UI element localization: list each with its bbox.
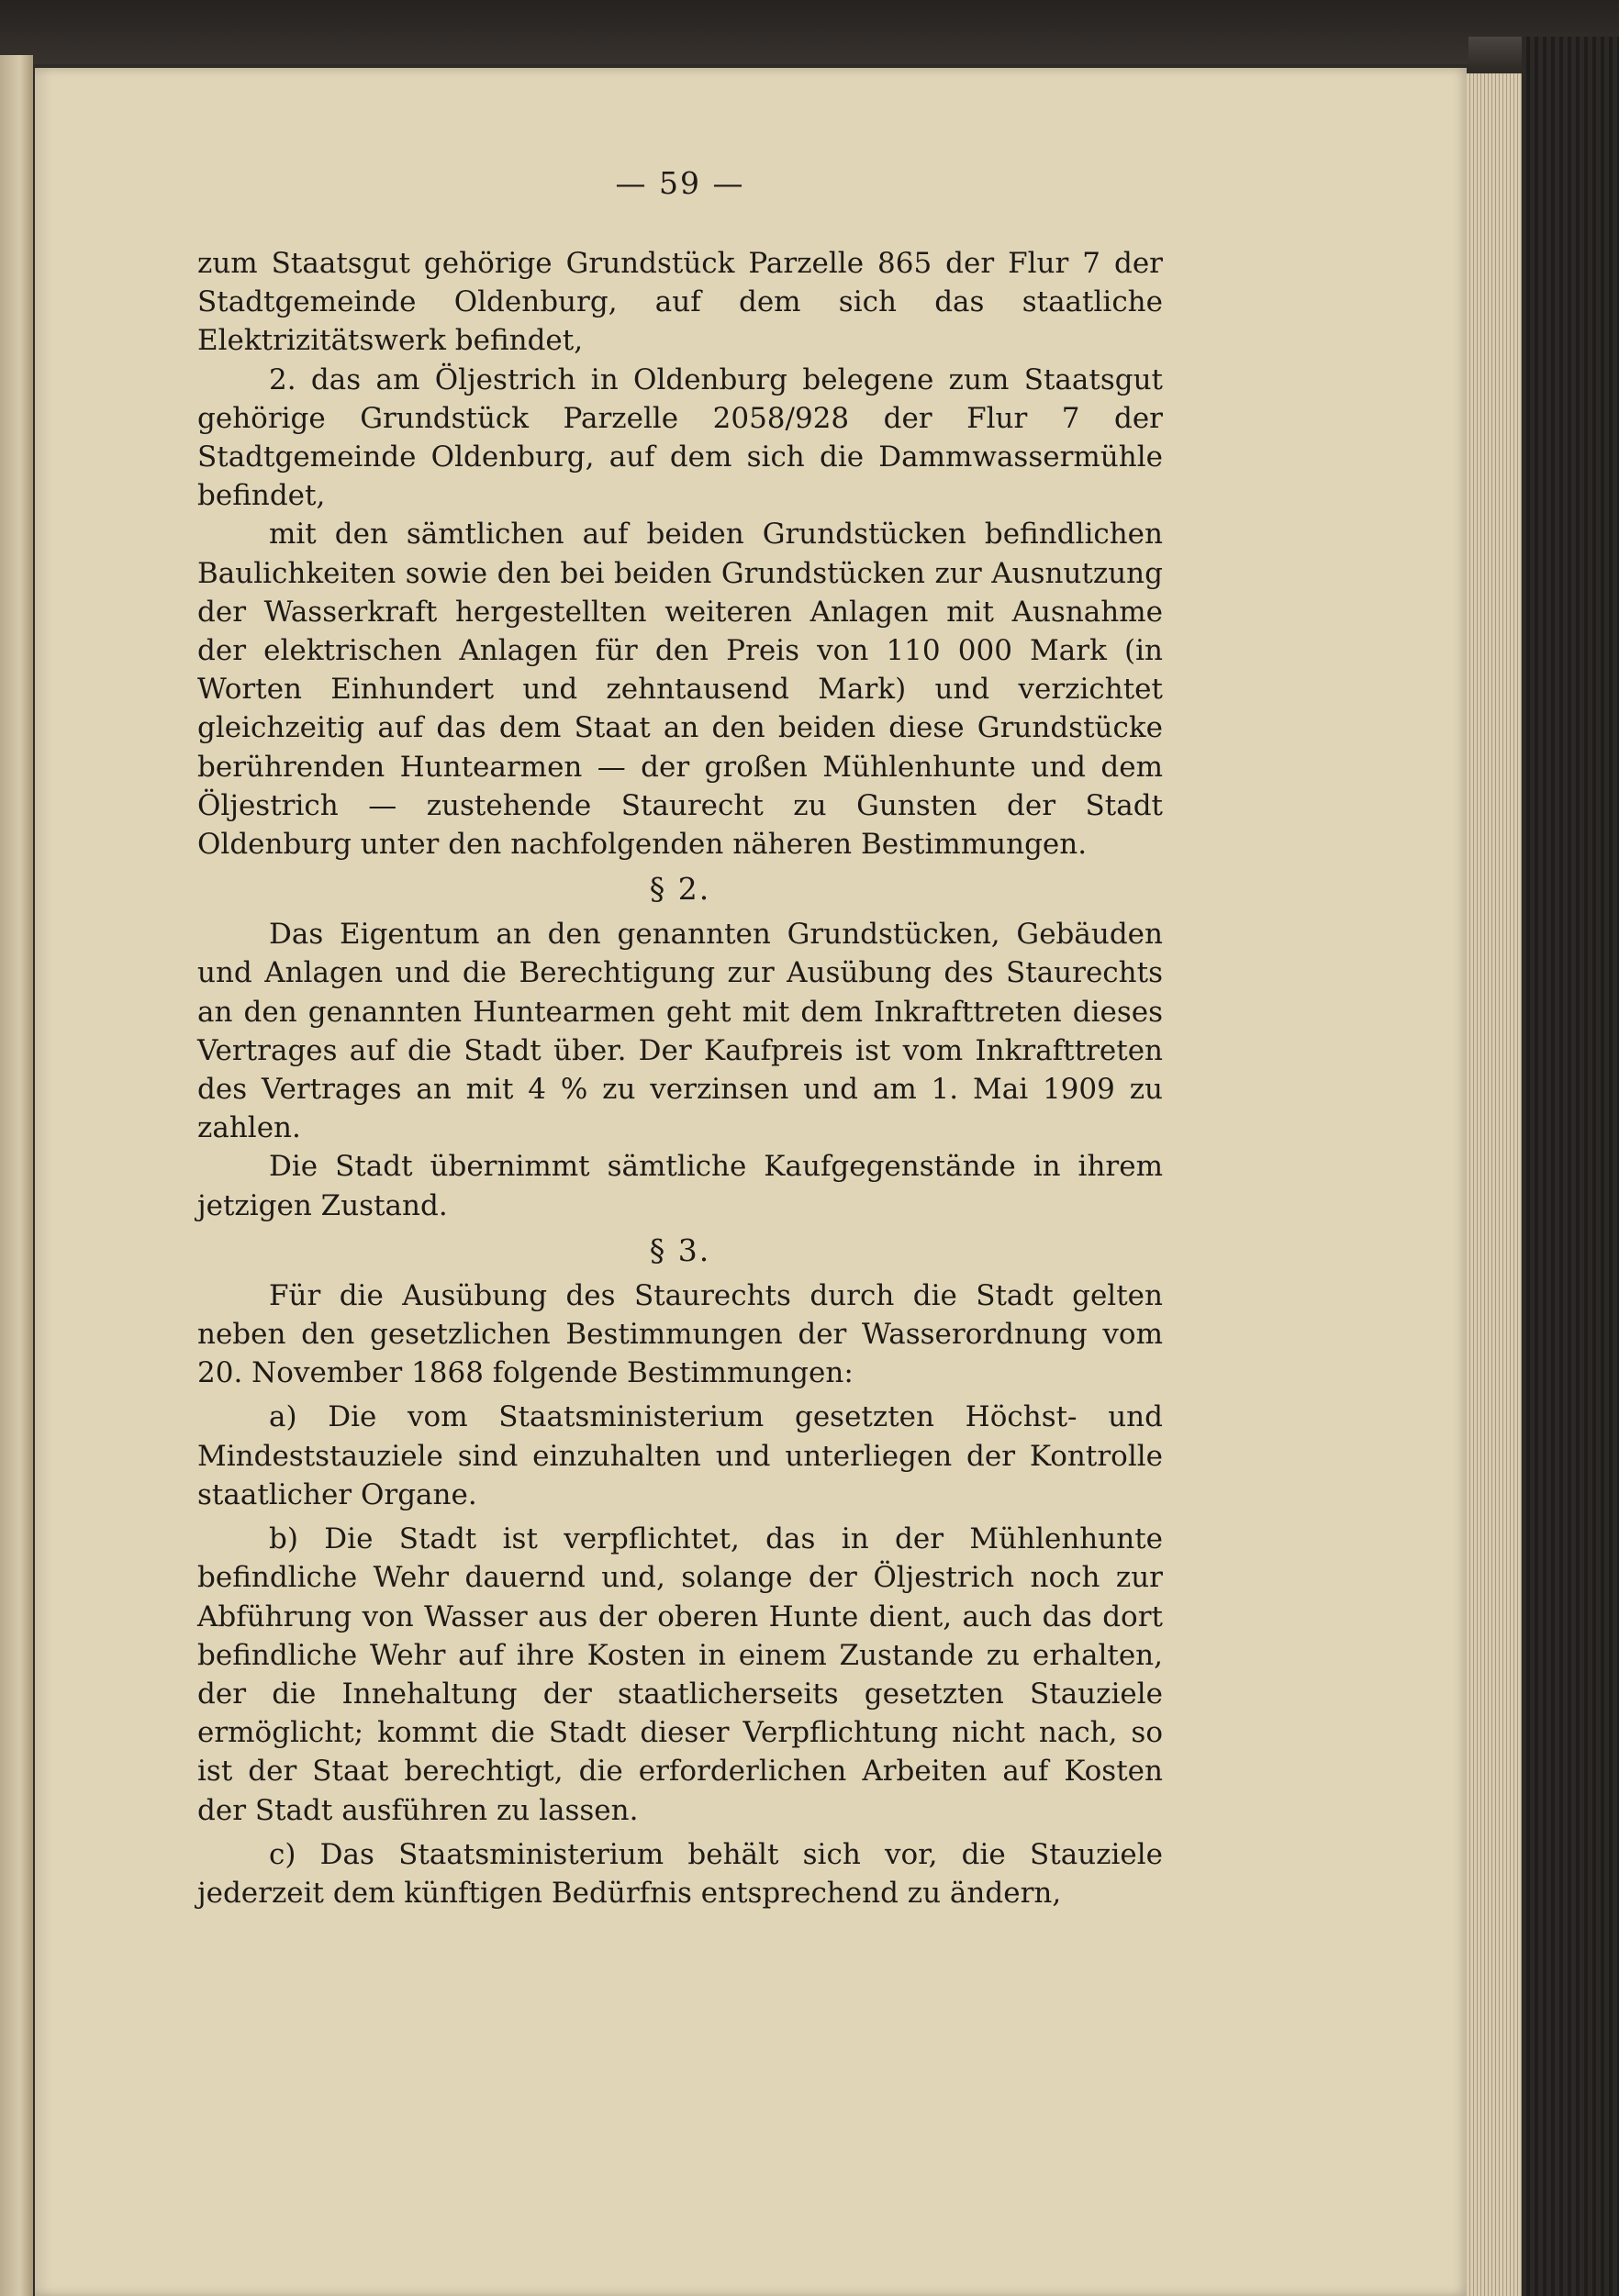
left-facing-page: [0, 55, 33, 2296]
section-3-item-a: a) Die vom Staatsministerium gesetzten Höchst- und Mindeststauziele sind einzuhalten und unterliegen der Kontrolle staatlicher Organe.: [197, 1400, 1163, 1511]
page-edges: [1467, 73, 1522, 2296]
book-cover-spine: [1522, 37, 1619, 2296]
page-text: [197, 165, 1163, 1912]
section-3-intro: Für die Ausübung des Staurechts durch die Stadt gelten neben den gesetzlichen Bestimmungen der Wasserordnung vom 20. November 1868 folgende Bestimmungen:: [197, 1278, 1163, 1390]
paragraph-continued: zum Staatsgut gehörige Grundstück Parzelle 865 der Flur 7 der Stadtgemeinde Oldenburg, auf dem sich das staatliche Elektrizitätswerk befindet,: [197, 247, 1163, 358]
paragraph-sale-terms: mit den sämtlichen auf beiden Grundstücken befindlichen Baulichkeiten sowie den bei beiden Grundstücken zur Ausnutzung der Wasserkraft hergestellten weiteren Anlagen mit Ausnahme der elektrischen Anlagen für den Preis von 110 000 Mark (in Worten Einhundert und zehntausend Mark) und verzichtet gleichzeitig auf das dem Staat an den beiden diese Grundstücke berührenden Huntearmen — der großen Mühlenhunte und dem Öljestrich — zustehende Staurecht zu Gunsten der Stadt Oldenburg unter den nachfolgenden näheren Bestimmungen.: [197, 518, 1163, 862]
paragraph-item-2: 2. das am Öljestrich in Oldenburg belegene zum Staatsgut gehörige Grundstück Parzelle 2058/928 der Flur 7 der Stadtgemeinde Oldenburg, auf dem sich die Dammwassermühle befindet,: [197, 362, 1163, 513]
section-3-item-c: c) Das Staatsministerium behält sich vor, die Stauziele jederzeit dem künftigen Bedürfnis entsprechend zu ändern,: [197, 1837, 1163, 1910]
section-heading-3: § 3.: [649, 1232, 711, 1268]
backing-board: [0, 0, 1619, 64]
section-heading-2: § 2.: [649, 871, 711, 908]
page-number: — 59 —: [615, 165, 745, 201]
section-2-paragraph-1: Das Eigentum an den genannten Grundstücken, Gebäuden und Anlagen und die Berechtigung zur Ausübung des Staurechts an den genannten Huntearmen geht mit dem Inkrafttreten dieses Vertrages auf die Stadt über. Der Kaufpreis ist vom Inkrafttreten des Vertrages an mit 4 % zu verzinsen und am 1. Mai 1909 zu zahlen.: [197, 918, 1163, 1145]
section-2-paragraph-2: Die Stadt übernimmt sämtliche Kaufgegenstände in ihrem jetzigen Zustand.: [197, 1150, 1163, 1222]
section-3-item-b: b) Die Stadt ist verpflichtet, das in der Mühlenhunte befindliche Wehr dauernd und, solange der Öljestrich noch zur Abführung von Wasser aus der oberen Hunte dient, auch das dort befindliche Wehr auf ihre Kosten in einem Zustande zu erhalten, der die Innehaltung der staatlicherseits gesetzten Stauziele ermöglicht; kommt die Stadt dieser Verpflichtung nicht nach, so ist der Staat berechtigt, die erforderlichen Arbeiten auf Kosten der Stadt ausführen zu lassen.: [197, 1522, 1163, 1827]
